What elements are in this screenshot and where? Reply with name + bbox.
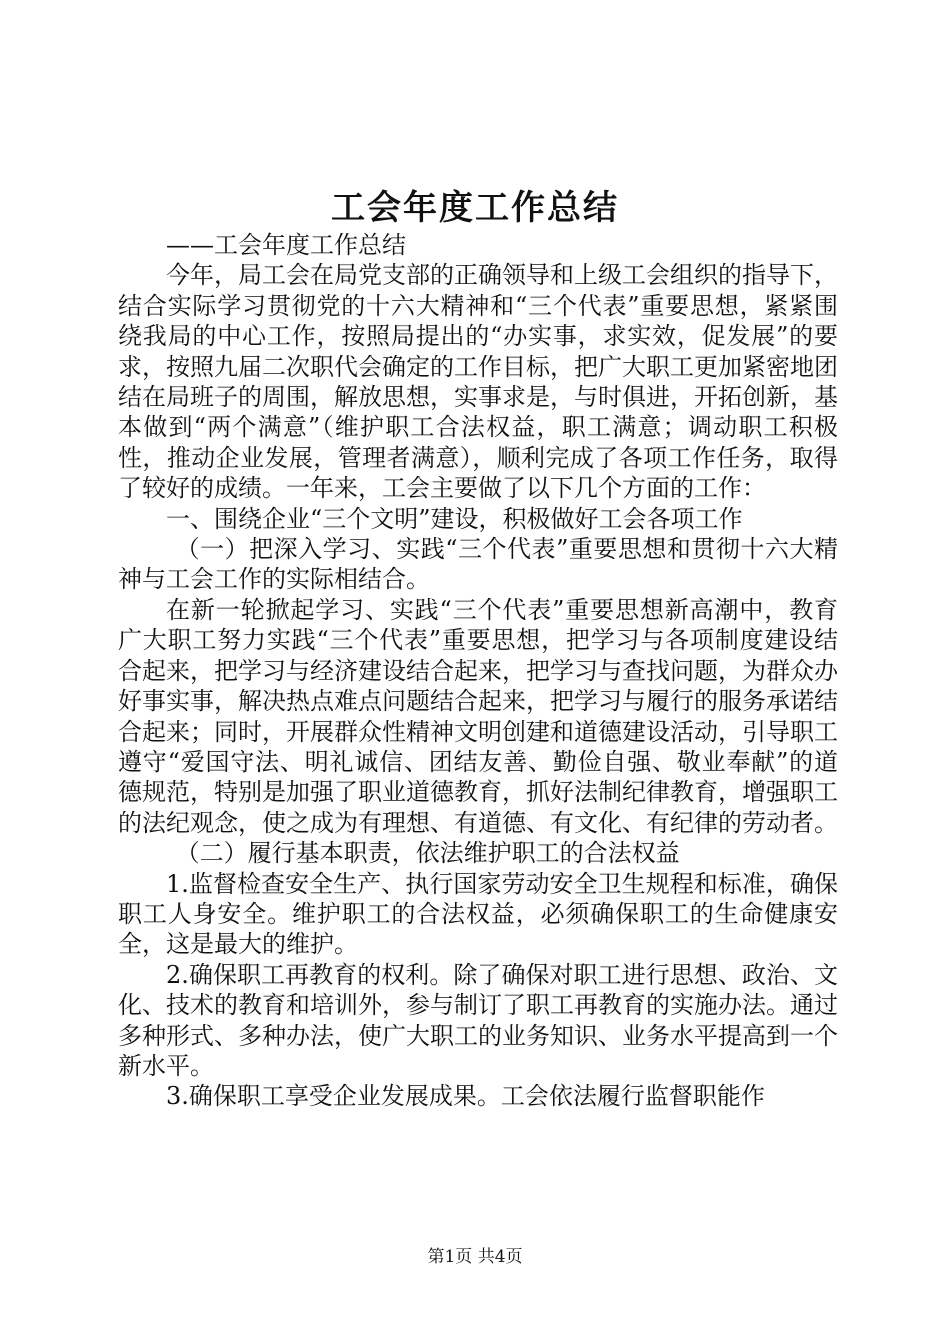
document-body xyxy=(118,230,838,1112)
page-number-footer: 第1页 共4页 xyxy=(427,1247,523,1267)
item-3-paragraph: 3.确保职工享受企业发展成果。工会依法履行监督职能作 xyxy=(166,1082,765,1111)
subsection-heading-2: （二）履行基本职责，依法维护职工的合法权益 xyxy=(175,839,680,868)
document-title: 工会年度工作总结 xyxy=(331,188,619,228)
study-practice-paragraph: 在新一轮掀起学习、实践“三个代表”重要思想新高潮中，教育广大职工努力实践“三个代表”重要思想，把学习与各项制度建设结合起来，把学习与经济建设结合起来，把学习与查找问题，为群众办好事实事，解决热点难点问题结合起来，把学习与履行的服务承诺结合起来；同时，开展群众性精神文明创建和道德建设活动，引导职工遵守“爱国守法、明礼诚信、团结友善、勤俭自强、敬业奉献”的道德规范，特别是加强了职业道德教育，抓好法制纪律教育，增强职工的法纪观念，使之成为有理想、有道德、有文化、有纪律的劳动者。 xyxy=(118,595,838,837)
subtitle-paragraph: ——工会年度工作总结 xyxy=(166,231,406,259)
subsection-heading-1: （一）把深入学习、实践“三个代表”重要思想和贯彻十六大精神与工会工作的实际相结合。 xyxy=(118,535,838,594)
item-2-paragraph: 2.确保职工再教育的权利。除了确保对职工进行思想、政治、文化、技术的教育和培训外，参与制订了职工再教育的实施办法。通过多种形式、多种办法，使广大职工的业务知识、业务水平提高到一个新水平。 xyxy=(118,960,838,1080)
intro-paragraph: 今年，局工会在局党支部的正确领导和上级工会组织的指导下，结合实际学习贯彻党的十六大精神和“三个代表”重要思想，紧紧围绕我局的中心工作，按照局提出的“办实事，求实效，促发展”的要求，按照九届二次职代会确定的工作目标，把广大职工更加紧密地团结在局班子的周围，解放思想，实事求是，与时俱进，开拓创新，基本做到“两个满意”（维护职工合法权益，职工满意；调动职工积极性，推动企业发展，管理者满意），顺利完成了各项工作任务，取得了较好的成绩。一年来，工会主要做了以下几个方面的工作： xyxy=(118,261,838,503)
item-1-paragraph: 1.监督检查安全生产、执行国家劳动安全卫生规程和标准，确保职工人身安全。维护职工的合法权益，必须确保职工的生命健康安全，这是最大的维护。 xyxy=(118,869,838,959)
section-heading-1: 一、围绕企业“三个文明”建设，积极做好工会各项工作 xyxy=(166,504,743,533)
